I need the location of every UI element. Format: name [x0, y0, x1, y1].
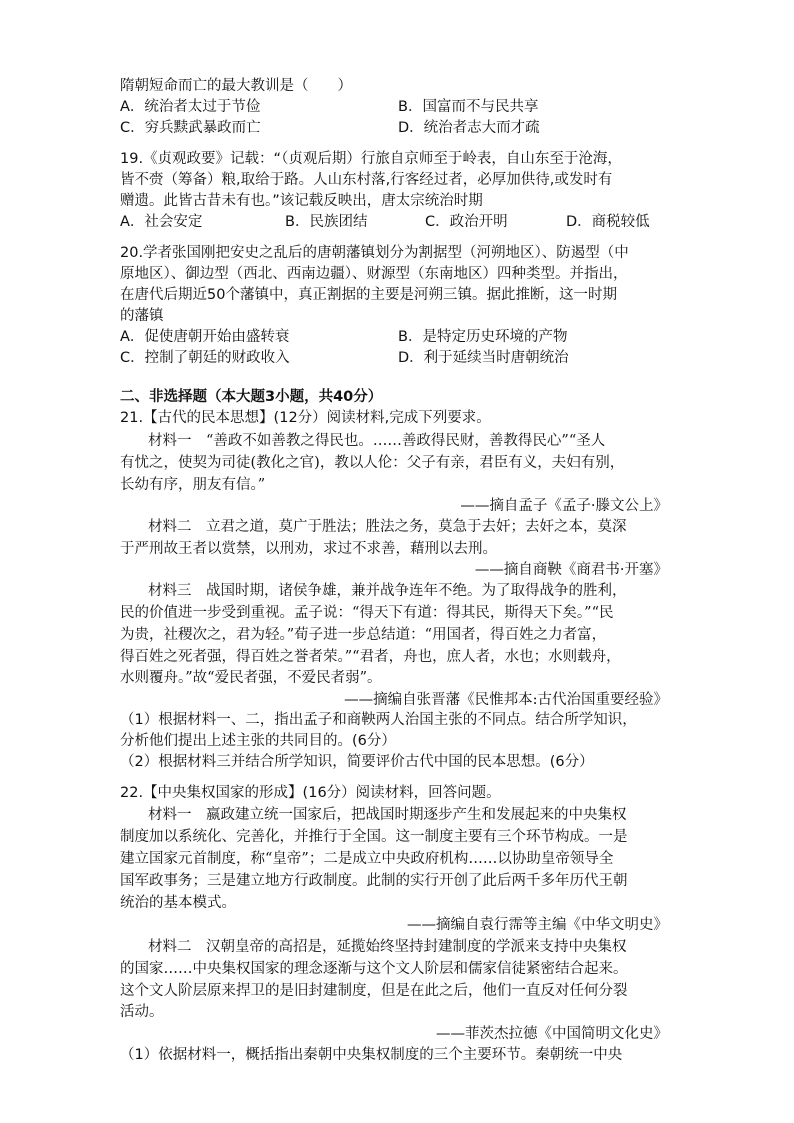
q19-line: 皆不赍（筹备）粮,取给于路。人山东村落,行客经过者，必厚加供待,或发时有	[120, 172, 613, 188]
q20-line: 原地区）、御边型（西北、西南边疆）、财源型（东南地区）四种类型。并指出，	[120, 266, 628, 282]
q18-option-d: D．统治者志大而才疏	[398, 120, 540, 136]
q21-material3-line: 得百姓之死者强，得百姓之誉者荣。”“君者，舟也，庶人者，水也；水则载舟，	[120, 649, 621, 665]
q22-material1-source: ——摘编自袁行霈等主编《中华文明史》	[407, 917, 668, 933]
q19-option-b: B．民族团结	[285, 214, 368, 230]
q18-option-a: A．统治者太过于节俭	[120, 99, 261, 115]
q20-option-b: B．是特定历史环境的产物	[398, 329, 568, 345]
q21-material3-line: 民的价值进一步受到重视。孟子说：“得天下有道：得其民，斯得天下矣。”“民	[120, 605, 614, 621]
q21-material2-line: 材料二 立君之道，莫广于胜法；胜法之务，莫急于去奸；去奸之本，莫深	[148, 519, 627, 535]
q21-question2: （2）根据材料三并结合所学知识，简要评价古代中国的民本思想。(6分）	[120, 754, 594, 770]
q18-option-b: B．国富而不与民共享	[398, 99, 539, 115]
q21-question1: 分析他们提出上述主张的共同目的。(6分）	[120, 733, 396, 749]
q22-question1: （1）依据材料一，概括指出秦朝中央集权制度的三个主要环节。秦朝统一中央	[120, 1047, 623, 1063]
q21-material3-line: 水则覆舟。”故“爱民者强，不爱民者弱”。	[120, 670, 382, 686]
q21-material1-source: ——摘自孟子《孟子·滕文公上》	[460, 498, 668, 514]
q19-option-c: C．政治开明	[425, 214, 508, 230]
q21-material1-line: 材料一 “善政不如善教之得民也。……善政得民财，善教得民心”“圣人	[148, 433, 606, 449]
q22-material1-line: 制度加以系统化、完善化，并推行于全国。这一制度主要有三个环节构成。一是	[120, 829, 628, 845]
q19-option-d: D．商税较低	[566, 214, 650, 230]
q18-stem: 隋朝短命而亡的最大教训是（ ）	[120, 78, 352, 94]
q21-question1: （1）根据材料一、二，指出孟子和商鞅两人治国主张的不同点。结合所学知识，	[120, 712, 637, 728]
q22-material1-line: 国军政事务；三是建立地方行政制度。此制的实行开创了此后两千多年历代王朝	[120, 873, 628, 889]
q20-option-c: C．控制了朝廷的财政收入	[120, 350, 290, 366]
q19-line: 赠遗。此皆古昔未有也。”该记载反映出，唐太宗统治时期	[120, 193, 483, 209]
q21-material1-line: 长幼有序，朋友有信。”	[120, 477, 266, 493]
q21-material1-line: 有忧之，使契为司徒(教化之官)，教以人伦：父子有亲，君臣有义，夫妇有别，	[120, 455, 625, 471]
q20-option-a: A．促使唐朝开始由盛转衰	[120, 329, 290, 345]
q19-option-a: A．社会安定	[120, 214, 203, 230]
q22-material1-line: 建立国家元首制度，称“皇帝”；二是成立中央政府机构……以协助皇帝领导全	[120, 851, 614, 867]
q21-intro: 21.【古代的民本思想】(12分）阅读材料,完成下列要求。	[120, 410, 491, 426]
q18-option-c: C．穷兵黩武暴政而亡	[120, 120, 261, 136]
q21-material2-source: ——摘自商鞅《商君书·开塞》	[474, 562, 668, 578]
q19-line: 19.《贞观政要》记载：“（贞观后期）行旅自京师至于岭表，自山东至于沧海，	[120, 151, 622, 167]
section-heading: 二、非选择题（本大题3小题，共40分）	[120, 389, 383, 405]
q21-material2-line: 于严刑故王者以赏禁，以刑劝，求过不求善，藉刑以去刑。	[120, 541, 497, 557]
q22-material1-line: 统治的基本模式。	[120, 895, 236, 911]
q20-line: 的藩镇	[120, 308, 164, 324]
q22-material2-line: 这个文人阶层原来捍卫的是旧封建制度，但是在此之后，他们一直反对任何分裂	[120, 983, 628, 999]
q21-material3-line: 为贵，社稷次之，君为轻。”荀子进一步总结道：“用国者，得百姓之力者富，	[120, 627, 607, 643]
q22-material2-line: 活动。	[120, 1004, 164, 1020]
q22-material2-source: ——菲茨杰拉德《中国简明文化史》	[436, 1026, 668, 1042]
q22-material2-line: 材料二 汉朝皇帝的高招是，延揽始终坚持封建制度的学派来支持中央集权	[148, 939, 627, 955]
q20-option-d: D．利于延续当时唐朝统治	[398, 350, 569, 366]
q21-material3-source: ——摘编自张晋藩《民惟邦本:古代治国重要经验》	[344, 692, 668, 708]
q21-material3-line: 材料三 战国时期，诸侯争雄，兼并战争连年不绝。为了取得战争的胜利，	[148, 583, 627, 599]
q20-line: 在唐代后期近50个藩镇中，真正割据的主要是河朔三镇。据此推断，这一时期	[120, 287, 617, 303]
q22-intro: 22.【中央集权国家的形成】(16分）阅读材料，回答问题。	[120, 785, 501, 801]
q22-material1-line: 材料一 嬴政建立统一国家后，把战国时期逐步产生和发展起来的中央集权	[148, 807, 627, 823]
q20-line: 20.学者张国刚把安史之乱后的唐朝藩镇划分为割据型（河朔地区）、防遏型（中	[120, 245, 629, 261]
q22-material2-line: 的国家……中央集权国家的理念逐渐与这个文人阶层和儒家信徒紧密结合起来。	[120, 961, 628, 977]
